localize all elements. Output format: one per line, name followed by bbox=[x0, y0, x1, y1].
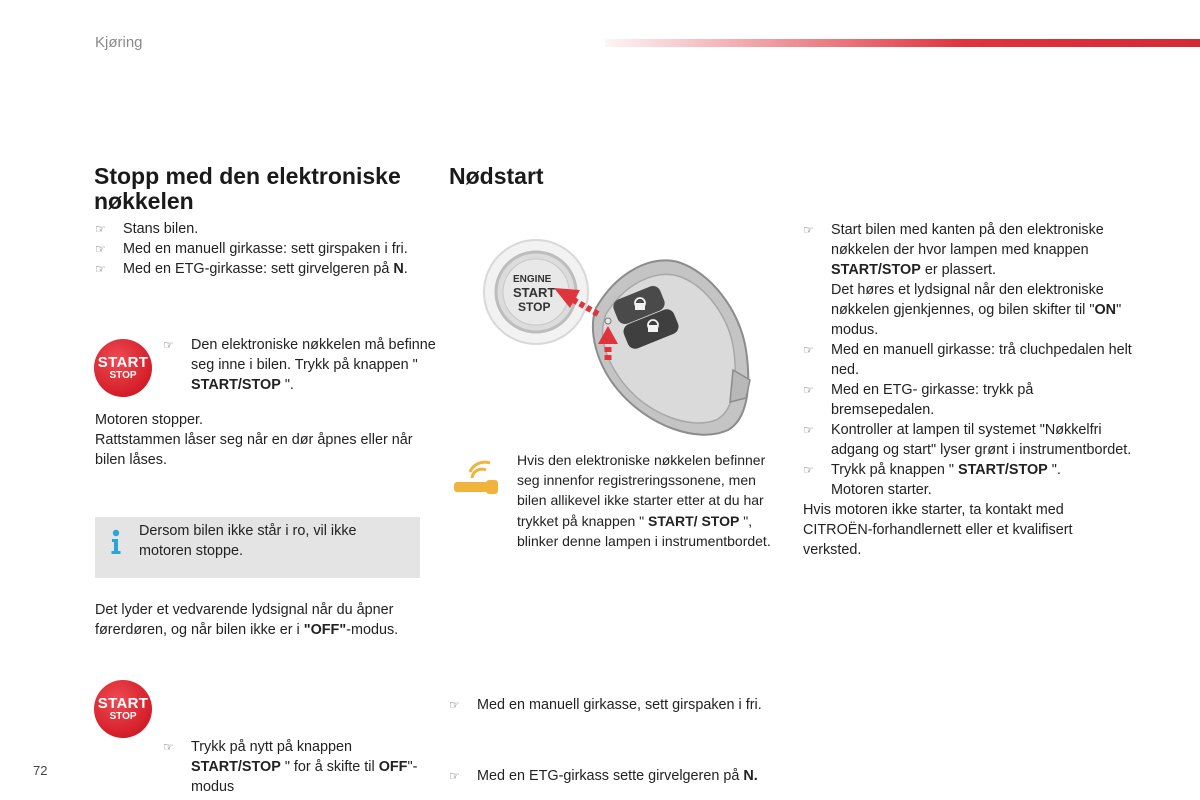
pointing-hand-icon: ☞ bbox=[803, 423, 814, 437]
key-signal-icon bbox=[452, 460, 502, 496]
list-item: ☞ Start bilen med kanten på den elektroniske nøkkelen der hvor lampen med knappen START/STOP er plassert. Det høres et lydsignal når den elektroniske nøkkelen gjenkjennes, og bilen skifter til "ON" modus. bbox=[803, 222, 1122, 338]
pointing-hand-icon: ☞ bbox=[163, 338, 174, 352]
pointing-hand-icon: ☞ bbox=[449, 698, 460, 712]
section-label: Kjøring bbox=[95, 34, 143, 51]
info-note-box bbox=[95, 517, 420, 578]
list-item: ☞ Med en manuell girkasse: sett girspaken i fri. bbox=[95, 241, 408, 257]
page-number: 72 bbox=[33, 763, 48, 778]
list-item: ☞ Med en manuell girkasse: trå cluchpedalen helt ned. bbox=[803, 342, 1132, 378]
pointing-hand-icon: ☞ bbox=[449, 769, 460, 783]
pointing-hand-icon: ☞ bbox=[803, 343, 814, 357]
stop-section-title: Stopp med den elektroniske nøkkelen bbox=[94, 163, 401, 214]
engine-stops-text: Motoren stopper. Rattstammen låser seg når en dør åpnes eller når bilen låses. bbox=[95, 412, 413, 468]
stop-steps-list bbox=[95, 219, 420, 279]
pointing-hand-icon: ☞ bbox=[803, 383, 814, 397]
svg-text:START: START bbox=[513, 285, 556, 300]
key-fob-illustration bbox=[478, 230, 778, 450]
emergency-start-title: Nødstart bbox=[449, 163, 544, 189]
svg-text:STOP: STOP bbox=[518, 300, 551, 314]
key-warning-text: Hvis den elektroniske nøkkelen befinner seg innenfor registreringssonene, men bilen allikevel ikke starter etter at du har trykket på knappen " START/ STOP ", blinker denne lampen i instrumentbordet. bbox=[517, 452, 771, 549]
start-stop-button-icon: START STOP bbox=[94, 680, 152, 738]
emergency-start-steps bbox=[803, 220, 1133, 560]
start-stop-button-icon: START STOP bbox=[94, 339, 152, 397]
header-accent-bar bbox=[605, 39, 1200, 47]
pointing-hand-icon: ☞ bbox=[803, 223, 814, 237]
info-icon bbox=[109, 529, 123, 555]
pointing-hand-icon: ☞ bbox=[95, 262, 106, 276]
pointing-hand-icon: ☞ bbox=[803, 463, 814, 477]
key-inside-instruction: ☞ Den elektroniske nøkkelen må befinne seg inne i bilen. Trykk på knappen " START/STOP ". bbox=[163, 337, 436, 393]
list-item: ☞ Stans bilen. bbox=[95, 221, 199, 237]
pointing-hand-icon: ☞ bbox=[95, 242, 106, 256]
list-item: ☞ Med en ETG-girkasse: sett girvelgeren på N. bbox=[95, 261, 408, 277]
list-item: ☞ Med en manuell girkasse, sett girspaken i fri. bbox=[449, 697, 762, 713]
list-item: ☞ Med en ETG- girkasse: trykk på bremsepedalen. bbox=[803, 382, 1034, 418]
list-item: ☞ Trykk på knappen " START/STOP ". Motoren starter. bbox=[803, 462, 1061, 498]
dealer-contact-text: Hvis motoren ikke starter, ta kontakt med CITROËN-forhandlernett eller et kvalifisert verksted. bbox=[803, 502, 1073, 558]
list-item: ☞ Kontroller at lampen til systemet "Nøkkelfri adgang og start" lyser grønt i instrumentbordet. bbox=[803, 422, 1132, 458]
list-item: ☞ Med en ETG-girkass sette girvelgeren på N. bbox=[449, 768, 758, 784]
pointing-hand-icon: ☞ bbox=[95, 222, 106, 236]
press-again-instruction: ☞ Trykk på nytt på knappen START/STOP " for å skifte til OFF"-modus bbox=[163, 739, 418, 795]
door-signal-text: Det lyder et vedvarende lydsignal når du åpner førerdøren, og når bilen ikke er i "OFF"-modus. bbox=[95, 602, 399, 638]
svg-text:ENGINE: ENGINE bbox=[513, 274, 552, 285]
pointing-hand-icon: ☞ bbox=[163, 740, 174, 754]
info-note-text: Dersom bilen ikke står i ro, vil ikke motoren stoppe. bbox=[139, 523, 357, 559]
